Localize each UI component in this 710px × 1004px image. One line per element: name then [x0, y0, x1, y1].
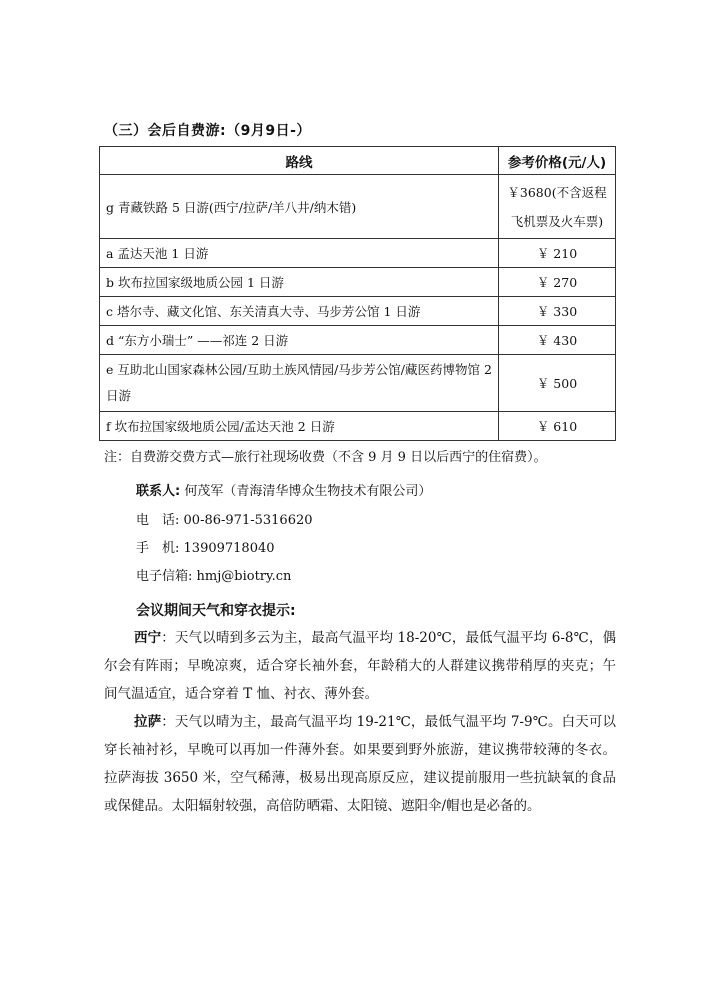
- price-line: 飞机票及火车票): [510, 213, 604, 229]
- table-row: [100, 355, 616, 412]
- payment-note: 注：自费游交费方式—旅行社现场收费（不含 9 月 9 日以后西宁的住宿费）。: [104, 450, 547, 465]
- price-cell: ￥ 610: [499, 412, 616, 441]
- table-header-row: [100, 147, 616, 175]
- contact-email-label: 电子信箱:: [136, 569, 193, 584]
- contact-email-value: hmj@biotry.cn: [196, 569, 292, 584]
- contact-phone: [136, 509, 313, 528]
- table-row: [100, 268, 616, 297]
- contact-phone-label: 电 话:: [136, 513, 180, 528]
- price-cell: [499, 175, 616, 239]
- weather-lhasa: [104, 708, 616, 820]
- route-cell: f 坎布拉国家级地质公园/孟达天池 2 日游: [100, 412, 499, 441]
- contact-mobile: [136, 537, 275, 556]
- weather-title: 会议期间天气和穿衣提示:: [136, 603, 296, 619]
- table-row: [100, 326, 616, 355]
- price-cell: ￥ 270: [499, 268, 616, 297]
- price-cell: ￥ 500: [499, 355, 616, 412]
- table-row: [100, 297, 616, 326]
- route-cell: e 互助北山国家森林公园/互助土族风情园/马步芳公馆/藏医药博物馆 2 日游: [100, 355, 499, 412]
- table-row: [100, 239, 616, 268]
- contact-person-value: 何茂军（青海清华博众生物技术有限公司）: [184, 484, 432, 499]
- contact-phone-value: 00-86-971-5316620: [183, 513, 313, 528]
- route-cell: g 青藏铁路 5 日游(西宁/拉萨/羊八井/纳木错): [100, 175, 499, 239]
- header-price: 参考价格(元/人): [499, 147, 616, 175]
- contact-mobile-label: 手 机:: [136, 541, 180, 556]
- lhasa-text: ：天气以晴为主，最高气温平均 19-21℃，最低气温平均 7-9℃。白天可以穿长袖衬衫，早晚可以再加一件薄外套。如果要到野外旅游，建议携带较薄的冬衣。拉萨海拔 3650 米，空气稀薄，极易出现高原反应，建议提前服用一些抗缺氧的食品或保健品。太阳辐射较强，高倍防晒霜、太阳镜、遮阳伞/帽也是必备的。: [104, 714, 616, 814]
- header-route: 路线: [100, 147, 499, 175]
- price-cell: ￥ 210: [499, 239, 616, 268]
- xining-text: ：天气以晴到多云为主，最高气温平均 18-20℃，最低气温平均 6-8℃，偶尔会有阵雨；早晚凉爽，适合穿长袖外套，年龄稍大的人群建议携带稍厚的夹克；午间气温适宜，适合穿着 T 恤、衬衣、薄外套。: [104, 630, 616, 702]
- section-title: （三）会后自费游:（9月9日-）: [104, 123, 311, 139]
- route-cell: d “东方小瑞士” ——祁连 2 日游: [100, 326, 499, 355]
- route-cell: a 孟达天池 1 日游: [100, 239, 499, 268]
- contact-email: [136, 565, 291, 584]
- route-cell: c 塔尔寺、藏文化馆、东关清真大寺、马步芳公馆 1 日游: [100, 297, 499, 326]
- contact-mobile-value: 13909718040: [183, 541, 275, 556]
- table-row: [100, 412, 616, 441]
- contact-person: [136, 480, 431, 499]
- route-cell: b 坎布拉国家级地质公园 1 日游: [100, 268, 499, 297]
- table-row: [100, 175, 616, 239]
- contact-person-label: 联系人:: [136, 484, 181, 499]
- xining-city-label: 西宁: [134, 630, 162, 646]
- lhasa-city-label: 拉萨: [134, 714, 162, 730]
- price-line: ￥3680(不含返程: [507, 184, 607, 200]
- price-cell: ￥ 430: [499, 326, 616, 355]
- price-cell: ￥ 330: [499, 297, 616, 326]
- weather-xining: [104, 624, 616, 708]
- tour-table: [99, 146, 616, 441]
